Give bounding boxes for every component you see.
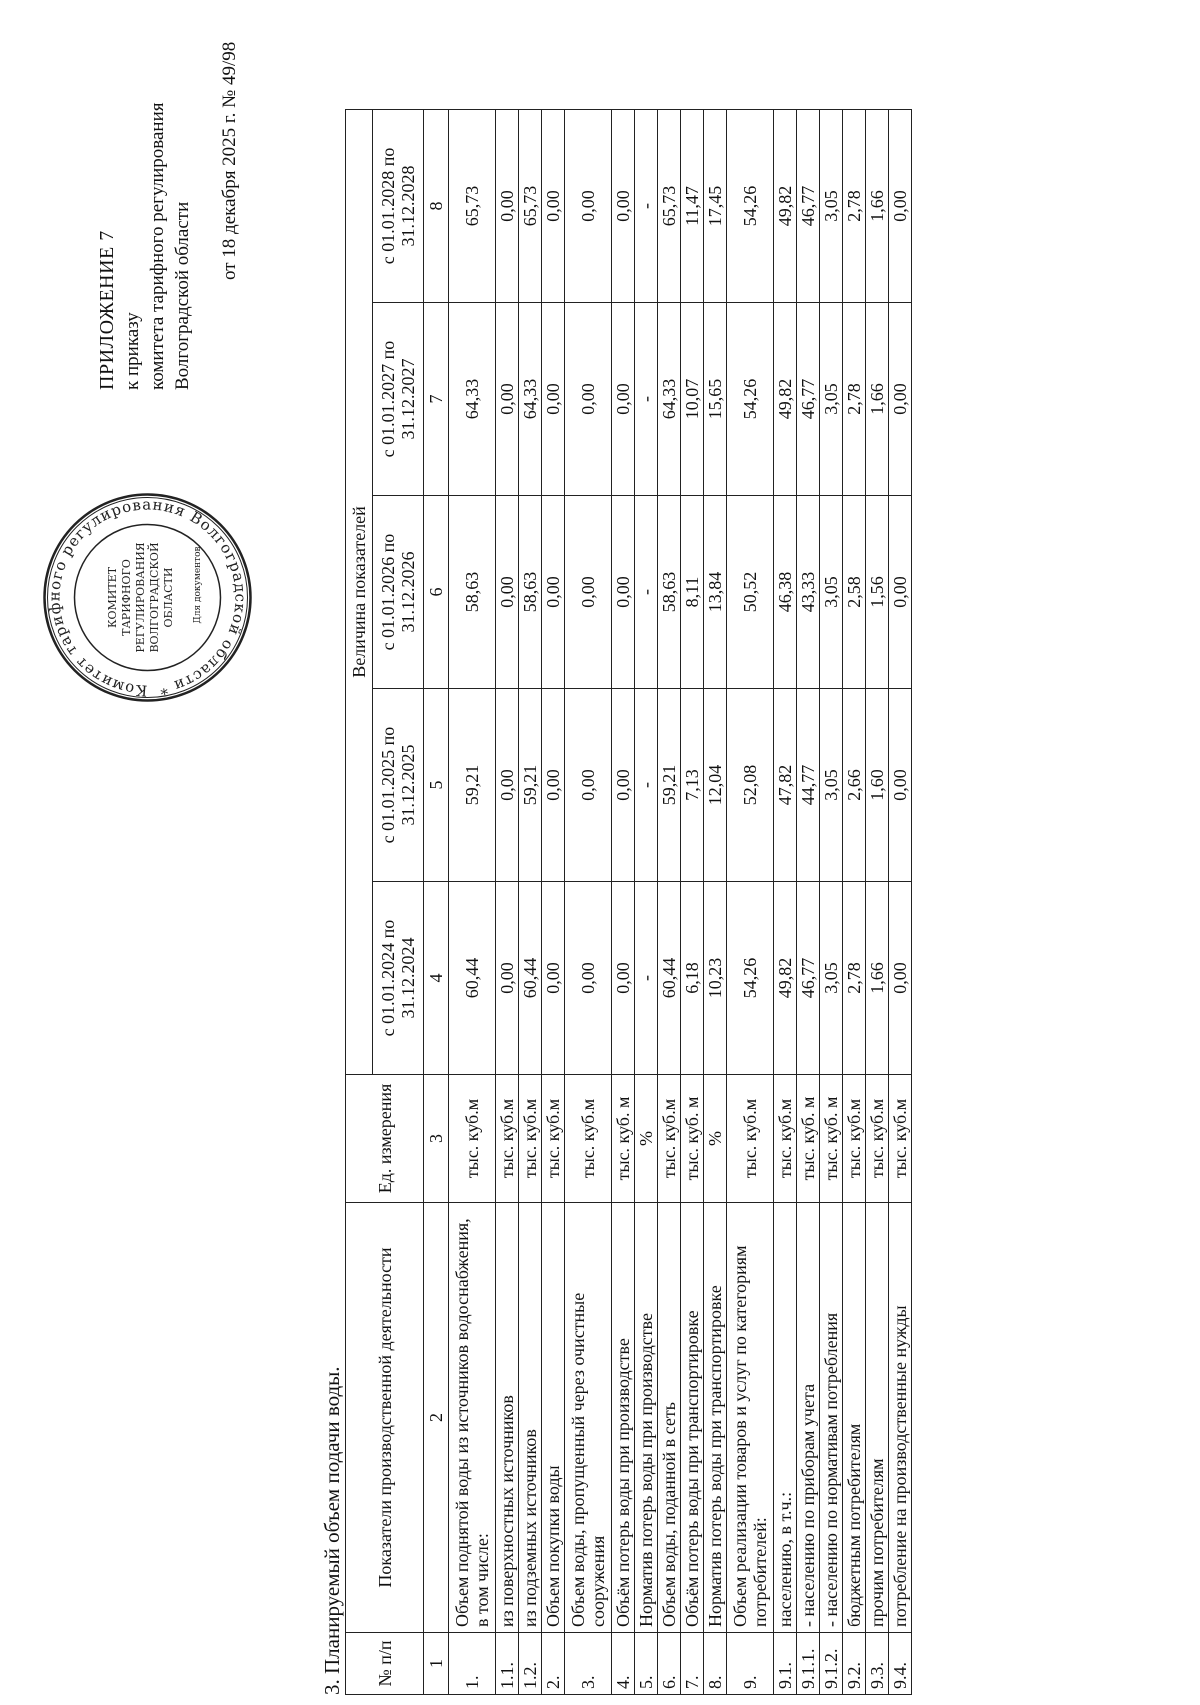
row-unit: тыс. куб.м	[866, 1075, 889, 1203]
row-value: 17,45	[704, 109, 727, 302]
table-row	[449, 109, 496, 1694]
row-number: 6.	[658, 1633, 681, 1695]
row-unit: тыс. куб.м	[889, 1075, 912, 1203]
row-value: 43,33	[797, 496, 820, 689]
stamp-center-line: КОМИТЕТ	[106, 566, 119, 629]
section-title: 3. Планируемый объем подачи воды.	[320, 1366, 344, 1695]
order-date: от 18 декабря 2025 г. № 49/98	[219, 41, 240, 280]
col-header-period: с 01.01.2025 по 31.12.2025	[373, 689, 424, 882]
row-value: 59,21	[449, 689, 496, 882]
col-header-unit: Ед. измерения	[346, 1075, 424, 1203]
row-value: -	[635, 496, 658, 689]
row-indicator: Норматив потерь воды при производстве	[635, 1203, 658, 1633]
row-value: 10,07	[681, 303, 704, 496]
row-unit: тыс. куб.м	[774, 1075, 797, 1203]
row-value: 60,44	[519, 882, 542, 1075]
row-indicator: прочим потребителям	[866, 1203, 889, 1633]
row-unit: тыс. куб.м	[843, 1075, 866, 1203]
row-indicator: из подземных источников	[519, 1203, 542, 1633]
row-value: 15,65	[704, 303, 727, 496]
row-value: 1,66	[866, 303, 889, 496]
row-number: 9.2.	[843, 1633, 866, 1695]
index-cell: 4	[424, 882, 449, 1075]
row-value: -	[635, 303, 658, 496]
row-value: 58,63	[658, 496, 681, 689]
row-number: 1.2.	[519, 1633, 542, 1695]
row-value: 0,00	[565, 882, 612, 1075]
row-unit: тыс. куб.м	[658, 1075, 681, 1203]
row-value: 3,05	[820, 109, 843, 302]
row-value: 49,82	[774, 303, 797, 496]
row-value: 6,18	[681, 882, 704, 1075]
row-value: 0,00	[496, 303, 519, 496]
stamp-ring-text: Комитет тарифного регулирования Волгоградской области *	[45, 495, 250, 700]
row-value: 2,78	[843, 109, 866, 302]
row-value: 46,77	[797, 109, 820, 302]
row-unit: тыс. куб.м	[542, 1075, 565, 1203]
row-number: 1.	[449, 1633, 496, 1695]
row-value: 0,00	[542, 689, 565, 882]
row-value: 2,66	[843, 689, 866, 882]
index-cell: 6	[424, 496, 449, 689]
table-body	[449, 109, 912, 1694]
row-number: 9.1.2.	[820, 1633, 843, 1695]
col-header-period: с 01.01.2024 по 31.12.2024	[373, 882, 424, 1075]
header-line-2: комитета тарифного регулирования	[147, 102, 168, 390]
row-value: 0,00	[889, 109, 912, 302]
row-value: 0,00	[889, 303, 912, 496]
row-value: 8,11	[681, 496, 704, 689]
table-row	[727, 109, 774, 1694]
row-value: 0,00	[889, 882, 912, 1075]
row-value: 65,73	[658, 109, 681, 302]
row-indicator: - населению по нормативам потребления	[820, 1203, 843, 1633]
row-value: 0,00	[542, 882, 565, 1075]
table-row	[866, 109, 889, 1694]
row-value: 1,56	[866, 496, 889, 689]
row-value: 1,66	[866, 109, 889, 302]
row-value: 0,00	[612, 882, 635, 1075]
row-value: 64,33	[658, 303, 681, 496]
col-header-num: № п/п	[346, 1633, 424, 1695]
row-value: 0,00	[565, 496, 612, 689]
row-number: 3.	[565, 1633, 612, 1695]
row-value: 65,73	[449, 109, 496, 302]
row-value: 2,78	[843, 882, 866, 1075]
header-line-3: Волгоградской области	[172, 201, 193, 390]
table-row	[820, 109, 843, 1694]
appendix-title: ПРИЛОЖЕНИЕ 7	[96, 230, 118, 390]
row-indicator: населению, в т.ч.:	[774, 1203, 797, 1633]
col-header-period: с 01.01.2028 по 31.12.2028	[373, 109, 424, 302]
index-cell: 3	[424, 1075, 449, 1203]
row-unit: тыс. куб. м	[797, 1075, 820, 1203]
row-value: 12,04	[704, 689, 727, 882]
row-number: 9.1.1.	[797, 1633, 820, 1695]
row-unit: тыс. куб. м	[820, 1075, 843, 1203]
row-value: 2,78	[843, 303, 866, 496]
row-unit: тыс. куб.м	[496, 1075, 519, 1203]
table-row	[681, 109, 704, 1694]
row-value: 46,38	[774, 496, 797, 689]
row-value: 54,26	[727, 303, 774, 496]
row-value: 0,00	[496, 109, 519, 302]
index-row	[424, 109, 449, 1694]
row-value: 3,05	[820, 496, 843, 689]
row-value: 0,00	[496, 496, 519, 689]
row-value: 60,44	[449, 882, 496, 1075]
row-value: 58,63	[519, 496, 542, 689]
row-value: 49,82	[774, 109, 797, 302]
row-value: 64,33	[449, 303, 496, 496]
row-number: 9.4.	[889, 1633, 912, 1695]
table-row	[496, 109, 519, 1694]
table-row	[658, 109, 681, 1694]
row-indicator: Объем поднятой воды из источников водоснабжения, в том числе:	[449, 1203, 496, 1633]
water-supply-table	[345, 109, 912, 1695]
row-unit: %	[635, 1075, 658, 1203]
row-indicator: Объём потерь воды при транспортировке	[681, 1203, 704, 1633]
row-number: 5.	[635, 1633, 658, 1695]
col-header-period: с 01.01.2027 по 31.12.2027	[373, 303, 424, 496]
row-value: 0,00	[565, 303, 612, 496]
row-value: 11,47	[681, 109, 704, 302]
row-value: 0,00	[889, 496, 912, 689]
table-row	[774, 109, 797, 1694]
row-value: 1,66	[866, 882, 889, 1075]
row-value: 59,21	[519, 689, 542, 882]
row-value: -	[635, 109, 658, 302]
row-number: 7.	[681, 1633, 704, 1695]
stamp-center-line: РЕГУЛИРОВАНИЯ	[134, 542, 147, 653]
index-cell: 8	[424, 109, 449, 302]
row-indicator: Норматив потерь воды при транспортировке	[704, 1203, 727, 1633]
row-value: 54,26	[727, 109, 774, 302]
row-value: 59,21	[658, 689, 681, 882]
row-unit: тыс. куб.м	[565, 1075, 612, 1203]
row-value: 2,58	[843, 496, 866, 689]
row-indicator: потребление на производственные нужды	[889, 1203, 912, 1633]
appendix-header	[95, 41, 242, 390]
official-stamp	[40, 490, 255, 705]
row-value: 0,00	[612, 689, 635, 882]
row-value: 54,26	[727, 882, 774, 1075]
row-value: 58,63	[449, 496, 496, 689]
row-number: 8.	[704, 1633, 727, 1695]
stamp-center-line: ОБЛАСТИ	[162, 567, 175, 628]
row-value: 50,52	[727, 496, 774, 689]
row-unit: тыс. куб.м	[449, 1075, 496, 1203]
row-value: 1,60	[866, 689, 889, 882]
table-row	[612, 109, 635, 1694]
table-row	[635, 109, 658, 1694]
row-value: 49,82	[774, 882, 797, 1075]
row-indicator: из поверхностных источников	[496, 1203, 519, 1633]
row-unit: тыс. куб.м	[727, 1075, 774, 1203]
row-value: 0,00	[542, 496, 565, 689]
row-indicator: бюджетным потребителям	[843, 1203, 866, 1633]
table-row	[889, 109, 912, 1694]
index-cell: 5	[424, 689, 449, 882]
table-row	[797, 109, 820, 1694]
row-value: 46,77	[797, 882, 820, 1075]
table-row	[542, 109, 565, 1694]
row-value: 0,00	[612, 496, 635, 689]
table-row	[519, 109, 542, 1694]
row-value: 60,44	[658, 882, 681, 1075]
table-row	[565, 109, 612, 1694]
row-value: 3,05	[820, 689, 843, 882]
table-row	[704, 109, 727, 1694]
row-number: 9.1.	[774, 1633, 797, 1695]
row-value: 10,23	[704, 882, 727, 1075]
row-indicator: Объем воды, пропущенный через очистные сооружения	[565, 1203, 612, 1633]
row-indicator: Объем воды, поданной в сеть	[658, 1203, 681, 1633]
row-value: 46,77	[797, 303, 820, 496]
row-number: 1.1.	[496, 1633, 519, 1695]
row-value: 44,77	[797, 689, 820, 882]
row-indicator: Объём потерь воды при производстве	[612, 1203, 635, 1633]
row-value: -	[635, 689, 658, 882]
stamp-center-line: ВОЛГОГРАДСКОЙ	[148, 542, 161, 653]
row-value: 0,00	[565, 689, 612, 882]
row-value: 0,00	[612, 109, 635, 302]
row-value: 0,00	[542, 303, 565, 496]
index-cell: 2	[424, 1203, 449, 1633]
row-value: 52,08	[727, 689, 774, 882]
row-number: 9.3.	[866, 1633, 889, 1695]
row-value: 47,82	[774, 689, 797, 882]
row-indicator: Объем реализации товаров и услуг по категориям потребителей:	[727, 1203, 774, 1633]
table-row	[843, 109, 866, 1694]
row-number: 9.	[727, 1633, 774, 1695]
row-unit: тыс. куб.м	[519, 1075, 542, 1203]
row-value: 7,13	[681, 689, 704, 882]
row-value: 0,00	[542, 109, 565, 302]
stamp-bottom-text: Для документов	[193, 546, 203, 624]
row-value: 3,05	[820, 303, 843, 496]
row-value: 13,84	[704, 496, 727, 689]
row-unit: тыс. куб. м	[612, 1075, 635, 1203]
col-header-indicator: Показатели производственной деятельности	[346, 1203, 424, 1633]
row-value: 3,05	[820, 882, 843, 1075]
row-value: 0,00	[612, 303, 635, 496]
row-number: 2.	[542, 1633, 565, 1695]
row-value: 0,00	[889, 689, 912, 882]
row-number: 4.	[612, 1633, 635, 1695]
col-header-group: Величина показателей	[346, 109, 373, 1074]
row-indicator: - населению по приборам учета	[797, 1203, 820, 1633]
row-indicator: Объем покупки воды	[542, 1203, 565, 1633]
row-unit: %	[704, 1075, 727, 1203]
stamp-center-line: ТАРИФНОГО	[120, 559, 133, 636]
index-cell: 7	[424, 303, 449, 496]
row-value: 65,73	[519, 109, 542, 302]
header-line-1: к приказу	[122, 312, 143, 390]
row-value: 0,00	[496, 689, 519, 882]
row-value: 0,00	[565, 109, 612, 302]
row-value: 0,00	[496, 882, 519, 1075]
row-unit: тыс. куб. м	[681, 1075, 704, 1203]
row-value: -	[635, 882, 658, 1075]
row-value: 64,33	[519, 303, 542, 496]
index-cell: 1	[424, 1633, 449, 1695]
col-header-period: с 01.01.2026 по 31.12.2026	[373, 496, 424, 689]
